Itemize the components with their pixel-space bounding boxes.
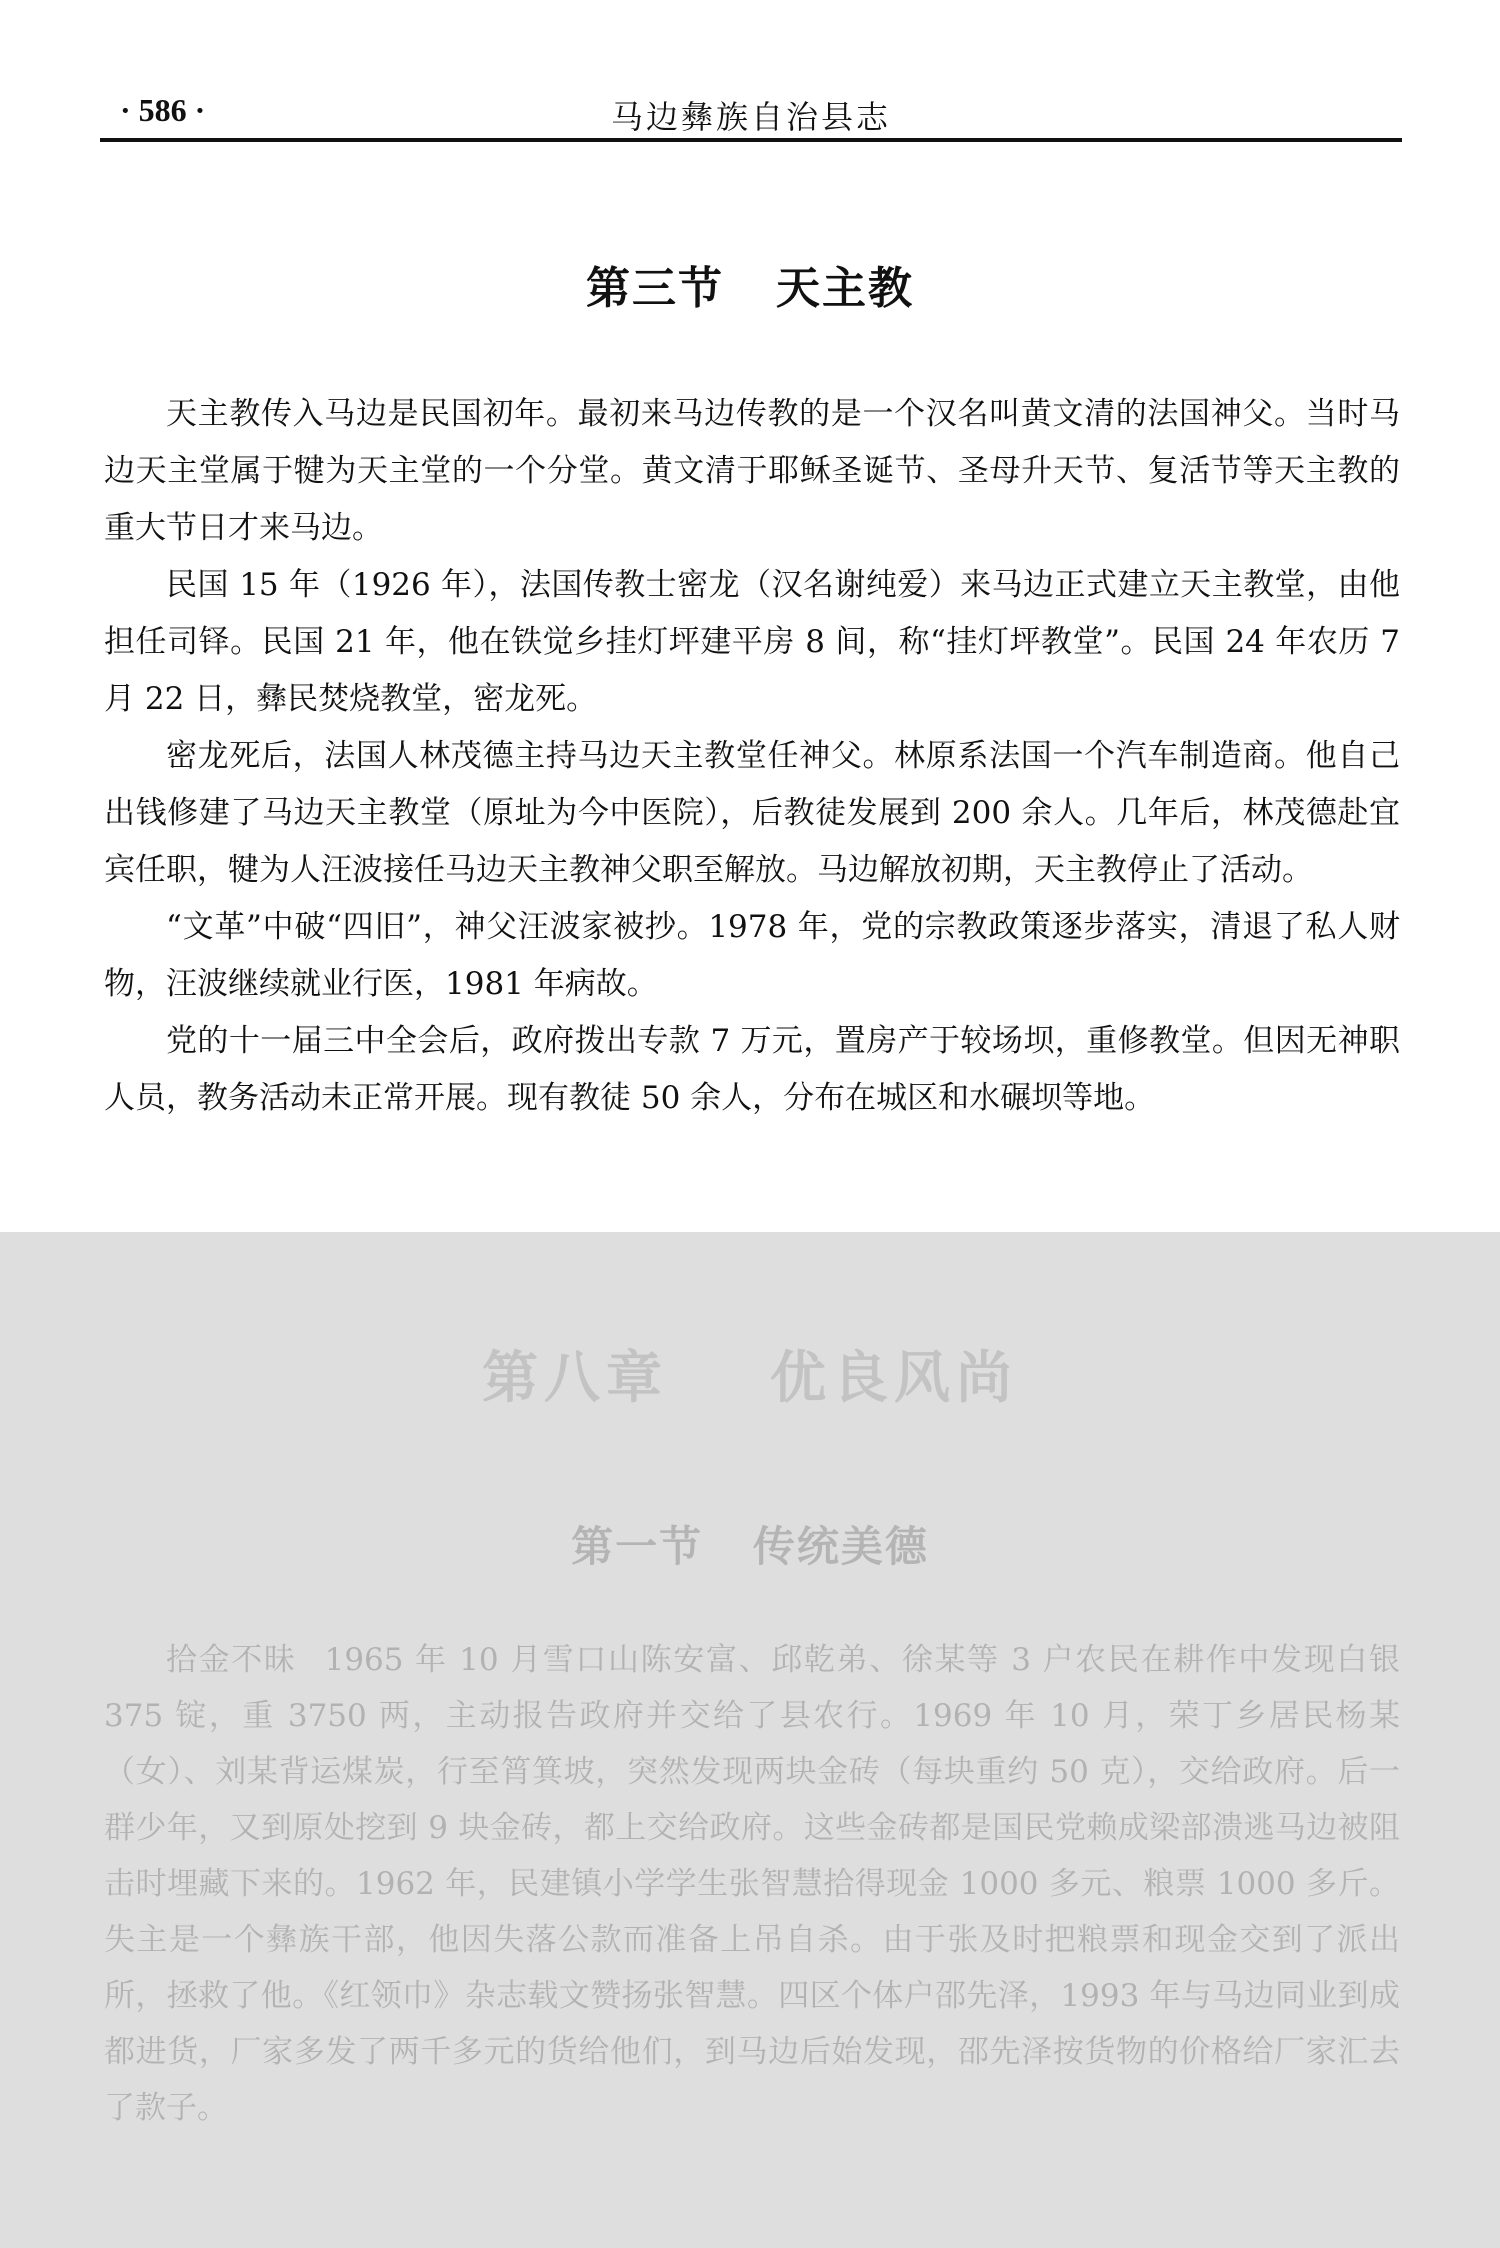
paragraph: 密龙死后，法国人林茂德主持马边天主教堂任神父。林原系法国一个汽车制造商。他自己出钱修建了马边天主教堂（原址为今中医院），后教徒发展到 200 余人。几年后，林茂德赴宜宾任职，犍为人汪波接任马边天主教神父职至解放。马边解放初期，天主教停止了活动。 <box>104 738 1400 888</box>
paragraph-text: 1965 年 10 月雪口山陈安富、邱乾弟、徐某等 3 户农民在耕作中发现白银 375 锭，重 3750 两，主动报告政府并交给了县农行。1969 年 10 月，荣丁乡居民杨某（女）、刘某背运煤炭，行至筲箕坡，突然发现两块金砖（每块重约 50 克），交给政府。后一群少年，又到原处挖到 9 块金砖，都上交给政府。这些金砖都是国民党赖成梁部溃逃马边被阻击时埋藏下来的。1962 年，民建镇小学学生张智慧拾得现金 1000 多元、粮票 1000 多斤。失主是一个彝族干部，他因失落公款而准备上吊自杀。由于张及时把粮票和现金交到了派出所，拯救了他。《红领巾》杂志载文赞扬张智慧。四区个体户邵先泽，1993 年与马边同业到成都进货，厂家多发了两千多元的货给他们，到马边后始发现，邵先泽按货物的价格给厂家汇去了款子。 <box>104 1642 1400 2126</box>
section-body <box>104 386 1400 1127</box>
section-title: 第三节 天主教 <box>586 263 914 314</box>
page-number: · 586 · <box>120 92 206 128</box>
run-in-heading: 拾金不昧 <box>166 1642 297 1678</box>
next-section-body <box>104 1632 1400 2136</box>
paragraph: 天主教传入马边是民国初年。最初来马边传教的是一个汉名叫黄文清的法国神父。当时马边天主堂属于犍为天主堂的一个分堂。黄文清于耶稣圣诞节、圣母升天节、复活节等天主教的重大节日才来马边。 <box>104 396 1400 546</box>
paragraph: “文革”中破“四旧”，神父汪波家被抄。1978 年，党的宗教政策逐步落实，清退了私人财物，汪波继续就业行医，1981 年病故。 <box>104 909 1400 1002</box>
next-section-title: 第一节 传统美德 <box>571 1522 929 1571</box>
bleed-through-panel <box>0 1232 1500 2248</box>
paragraph <box>104 1632 1400 2136</box>
paragraph: 民国 15 年（1926 年），法国传教士密龙（汉名谢纯爱）来马边正式建立天主教堂，由他担任司铎。民国 21 年，他在铁觉乡挂灯坪建平房 8 间，称“挂灯坪教堂”。民国 24 年农历 7 月 22 日，彝民焚烧教堂，密龙死。 <box>104 567 1400 717</box>
page-header <box>100 88 1402 142</box>
running-title: 马边彝族自治县志 <box>610 98 891 136</box>
chapter-title: 第八章 优良风尚 <box>482 1345 1018 1411</box>
paragraph: 党的十一届三中全会后，政府拨出专款 7 万元，置房产于较场坝，重修教堂。但因无神职人员，教务活动未正常开展。现有教徒 50 余人，分布在城区和水碾坝等地。 <box>104 1023 1400 1116</box>
